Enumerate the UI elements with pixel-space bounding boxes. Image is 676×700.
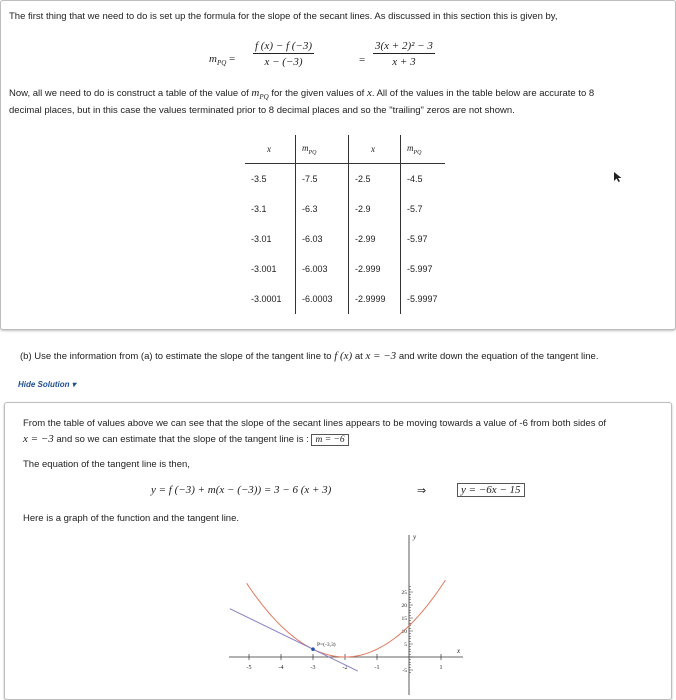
x-tick-label: -5 (246, 665, 252, 671)
table-cell: -4.5 (407, 174, 423, 184)
table-cell: -6.3 (296, 194, 349, 224)
y-tick-label: 25 (401, 590, 407, 596)
formula-equals: = (359, 54, 366, 66)
y-axis-label: y (413, 533, 417, 541)
table-cell: -3.1 (245, 194, 296, 224)
tangent-line (230, 609, 358, 671)
part-a-solution-box (0, 0, 676, 330)
table-row (245, 254, 445, 284)
table-cell: -5.97 (407, 234, 428, 244)
formula-fraction-2: $\frac{\text{3(x + 2)² − 3}}{x + 3}$ (375, 40, 433, 68)
x-tick-label: -1 (374, 665, 380, 671)
table-cell: -3.001 (245, 254, 296, 284)
table-cell: -5.9997 (407, 294, 438, 304)
header-mpq: $m_{PQ}$ (401, 135, 446, 164)
table-row (245, 224, 445, 254)
y-tick-label: 5 (404, 642, 407, 648)
table-description-line-2: decimal places, but in this case the values terminated prior to 8 decimal places and so the "trailing" zeros are not shown. (9, 105, 515, 116)
table-cell: -2.99 (349, 224, 401, 254)
x-tick-label: -3 (310, 665, 316, 671)
implies-arrow-icon: ⇒ (417, 485, 427, 497)
y-tick-label: 20 (401, 603, 407, 609)
table-description-line-1: Now, all we need to do is construct a table of the value of $m_{PQ}$ for the given values of x. All of the values in the table below are accurate to 8 (9, 87, 595, 102)
function-tangent-graph (227, 531, 467, 699)
table-cell: -6.0003 (296, 284, 349, 314)
table-cell: -3.01 (245, 224, 296, 254)
equation-intro: The equation of the tangent line is then, (23, 459, 190, 470)
table-cell: -7.5 (296, 164, 349, 195)
formula-lhs: $m_{PQ}$ = (209, 53, 236, 68)
table-cell: -2.999 (349, 254, 401, 284)
mouse-cursor-icon (613, 171, 623, 183)
y-tick-label: 15 (401, 616, 407, 622)
header-x: x (245, 135, 296, 164)
tangent-equation: y = f (−3) + m(x − (−3)) = 3 − 6 (x + 3) (151, 484, 332, 496)
table-cell: -3.0001 (245, 284, 296, 314)
solution-line-2: x = −3 and so we can estimate that the slope of the tangent line is : m = −6 (23, 433, 349, 445)
table-row (245, 284, 445, 314)
y-tick-label: -5 (402, 668, 407, 674)
table-cell: -6.03 (296, 224, 349, 254)
x-tick-label: -2 (342, 665, 348, 671)
table-row (245, 194, 445, 224)
function-curve (247, 580, 446, 657)
secant-slope-table (245, 135, 445, 314)
table-cell: -2.9999 (349, 284, 401, 314)
x-axis-label: x (457, 647, 461, 655)
table-cell: -3.5 (245, 164, 296, 195)
tangent-result: y = −6x − 15 (457, 484, 525, 496)
graph-intro: Here is a graph of the function and the tangent line. (23, 513, 240, 524)
slope-answer: m = −6 (311, 434, 348, 446)
solution-line-1: From the table of values above we can see that the slope of the secant lines appears to be moving towards a value of -6 from both sides of (23, 418, 607, 429)
header-mpq: $m_{PQ}$ (296, 135, 349, 164)
table-header-row (245, 135, 445, 164)
tangent-point-label: P=(-3,3) (317, 642, 336, 649)
header-x: x (349, 135, 401, 164)
part-b-question: (b) Use the information from (a) to estimate the slope of the tangent line to f (x) at x = −3 and write down the equation of the tangent line. (20, 350, 599, 362)
x-tick-label: 1 (439, 665, 443, 671)
table-cell: -5.997 (407, 264, 433, 274)
table-cell: -2.9 (349, 194, 401, 224)
tangent-point (311, 647, 315, 651)
formula-fraction-1: $\frac{f (x) - f (-3)}{x - (-3)}$ (255, 40, 312, 68)
table-cell: -6.003 (296, 254, 349, 284)
table-cell: -5.7 (407, 204, 423, 214)
intro-text: The first thing that we need to do is set up the formula for the slope of the secant lines. As discussed in this section this is given by, (9, 11, 558, 22)
table-cell: -2.5 (349, 164, 401, 195)
table-row (245, 164, 445, 195)
x-tick-label: -4 (278, 665, 284, 671)
y-tick-label: 10 (401, 629, 407, 635)
hide-solution-toggle[interactable]: Hide Solution ▾ (18, 380, 76, 389)
part-b-solution-box (4, 402, 672, 700)
